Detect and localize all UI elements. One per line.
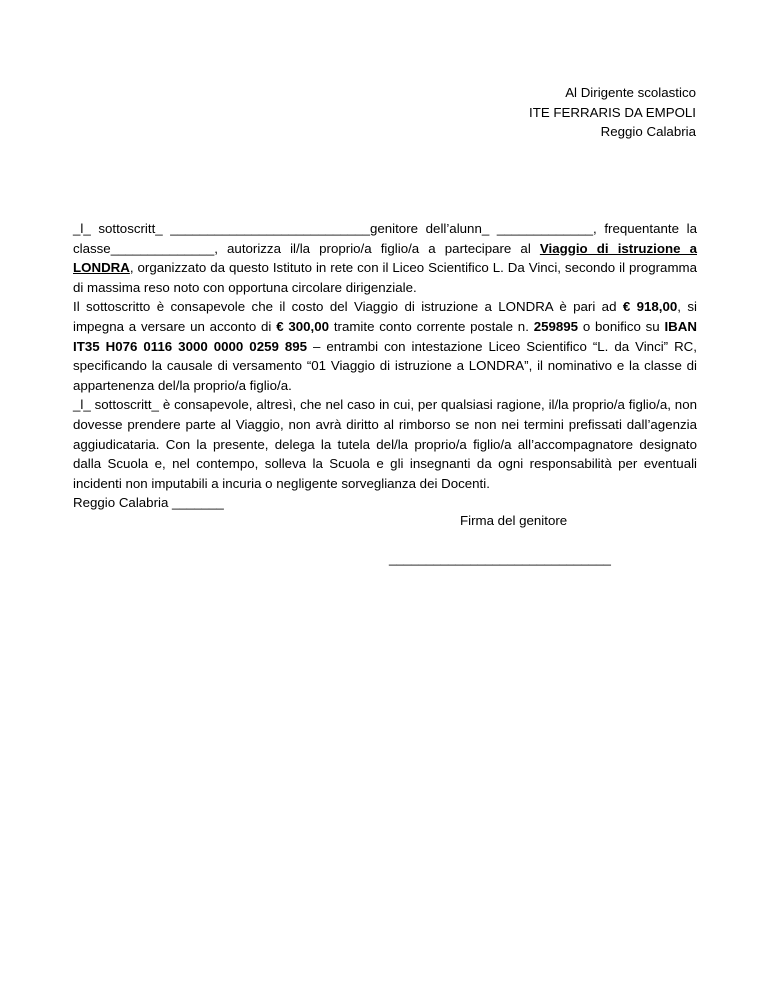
recipient-city: Reggio Calabria xyxy=(600,124,696,139)
iban-code: IBAN IT35 H076 0116 3000 0000 0259 895 xyxy=(73,318,697,354)
trip-cost: € 918,00 xyxy=(622,299,678,315)
payment-text-1: Il sottoscritto è consapevole che il costo del Viaggio di istruzione a LONDRA è pari ad xyxy=(73,299,623,315)
payment-text-3: tramite conto corrente postale n. xyxy=(329,318,534,334)
payment-text-2: , si impegna a versare un acconto di xyxy=(73,299,697,334)
recipient-title: Al Dirigente scolastico xyxy=(565,85,696,100)
recipient-block xyxy=(529,83,696,142)
place-date: Reggio Calabria _______ xyxy=(73,495,224,510)
payment-paragraph xyxy=(73,297,697,395)
payment-text-5: – entrambi con intestazione Liceo Scientifico “L. da Vinci” RC, specificando la causale di versamento “01 Viaggio di istruzione a LONDRA”, il nominativo e la classe di appartenenza del/la proprio/a figlio/a. xyxy=(73,338,697,393)
payment-text-4: o bonifico su xyxy=(578,318,665,334)
trip-name: Viaggio di istruzione a LONDRA xyxy=(73,240,698,276)
recipient-school: ITE FERRARIS DA EMPOLI xyxy=(529,104,696,120)
signature-line: ______________________________ xyxy=(389,551,611,566)
liability-paragraph: _l_ sottoscritt_ è consapevole, altresì, che nel caso in cui, per qualsiasi ragione, il/la proprio/a figlio/a, non dovesse prendere parte al Viaggio, non avrà diritto al rimborso se non nei termini prefissati dall’agenzia aggiudicataria. Con la presente, delega la tutela del/la proprio/a figlio/a all’accompagnatore designato dalla Scuola e, nel contempo, solleva la Scuola e gli insegnanti da ogni responsabilità per eventuali incidenti non imputabili a incuria o negligente sorveglianza dei Docenti. xyxy=(73,397,697,491)
deposit-amount: € 300,00 xyxy=(276,318,330,334)
signature-label: Firma del genitore xyxy=(460,513,568,528)
authorization-text-end: , organizzato da questo Istituto in rete con il Liceo Scientifico L. Da Vinci, secondo il programma di massima reso noto con opportuna circolare dirigenziale. xyxy=(73,260,697,295)
postal-account-number: 259895 xyxy=(533,318,579,334)
authorization-text-start: _l_ sottoscritt_ ___________________________genitore dell’alunn_ _____________, frequentante la classe______________, autorizza il/la proprio/a figlio/a a partecipare al xyxy=(73,221,697,256)
authorization-paragraph xyxy=(73,219,697,297)
document-body xyxy=(73,219,697,493)
